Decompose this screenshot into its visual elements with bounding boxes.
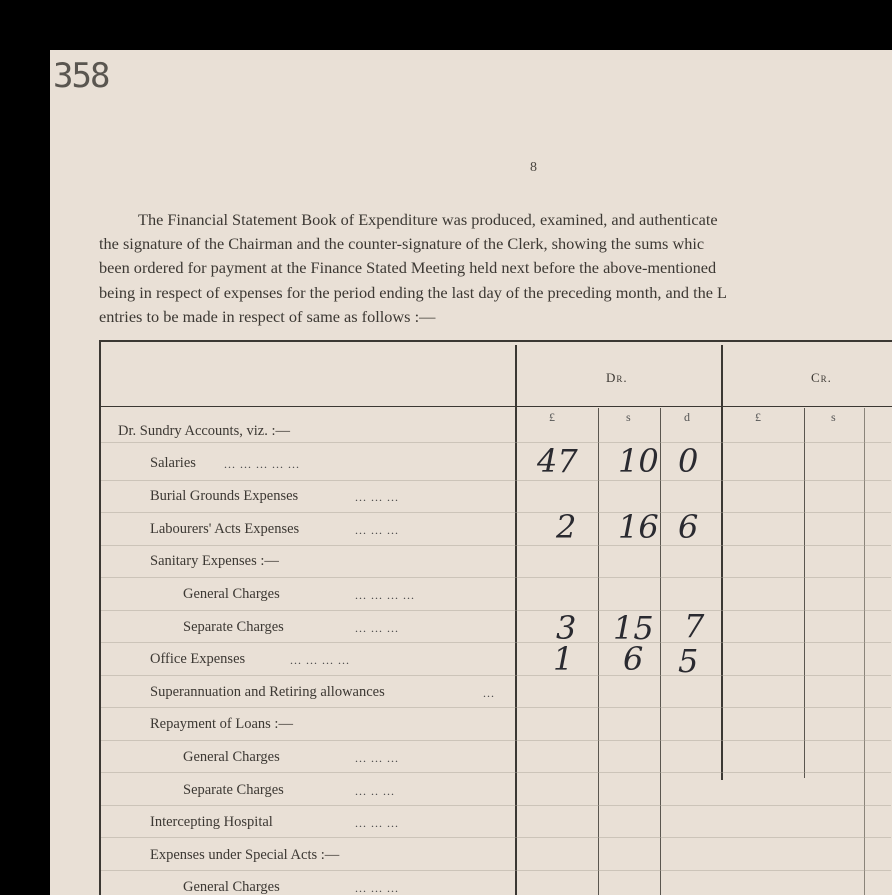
cr-pounds-unit: £ <box>755 410 761 424</box>
salaries-pence: 0 <box>678 442 699 480</box>
document-page <box>50 50 892 895</box>
ledger-line <box>101 545 891 546</box>
row-label: Expenses under Special Acts :— <box>150 847 340 863</box>
dr-header: Dr. <box>606 370 628 385</box>
row-label: Intercepting Hospital <box>150 814 273 830</box>
ledger-line <box>101 870 891 871</box>
page-number: 8 <box>530 160 537 175</box>
ledger-line <box>101 772 891 773</box>
paragraph-line: been ordered for payment at the Finance Stated Meeting held next before the above-mentioned <box>99 258 717 278</box>
leader-dots: ... ... ... ... ... <box>224 457 300 471</box>
row-label: Repayment of Loans :— <box>150 716 293 732</box>
row-label: General Charges <box>183 749 280 765</box>
ledger-line <box>101 442 891 443</box>
ledger-line <box>101 707 891 708</box>
leader-dots: ... ... ... <box>355 751 399 765</box>
ledger-line <box>101 577 891 578</box>
paragraph-line: the signature of the Chairman and the counter-signature of the Clerk, showing the sums whic <box>99 234 705 254</box>
row-label: Dr. Sundry Accounts, viz. :— <box>118 423 290 439</box>
row-label: Superannuation and Retiring allowances <box>150 684 385 700</box>
leader-dots: ... ... ... <box>355 816 399 830</box>
ledger-line <box>101 480 891 481</box>
leader-dots: ... ... ... ... <box>290 653 350 667</box>
pence-unit: d <box>684 410 690 424</box>
leader-dots: ... .. ... <box>355 784 395 798</box>
row-label: Office Expenses <box>150 651 246 667</box>
row-label: Separate Charges <box>183 782 284 798</box>
row-label: General Charges <box>183 879 280 895</box>
ledger-line <box>101 675 891 676</box>
leader-dots: ... ... ... ... <box>355 588 415 602</box>
row-label: Sanitary Expenses :— <box>150 553 279 569</box>
separate-charges-shillings: 15 <box>613 609 654 647</box>
row-label: Salaries <box>150 455 196 471</box>
separate-charges-pence: 7 <box>684 607 705 645</box>
header-bottom-rule <box>99 406 892 407</box>
intro-paragraph <box>99 208 892 329</box>
ledger-line <box>101 512 891 513</box>
paragraph-line: being in respect of expenses for the period ending the last day of the preceding month, and the L <box>99 282 727 302</box>
labourers-shillings: 16 <box>618 508 659 546</box>
paragraph-line: entries to be made in respect of same as follows :— <box>99 306 436 326</box>
ledger-line <box>101 740 891 741</box>
pence-column-rule <box>660 408 661 895</box>
row-label: Burial Grounds Expenses <box>150 488 299 504</box>
cr-left-rule <box>721 345 723 780</box>
cr-pence-column-rule <box>864 408 865 895</box>
table-top-rule <box>99 340 892 342</box>
leader-dots: ... ... ... <box>355 881 399 895</box>
separate-charges-pounds: 3 <box>556 609 577 647</box>
cr-shillings-column-rule <box>804 408 805 778</box>
ledger-line <box>101 805 891 806</box>
row-label: Separate Charges <box>183 619 284 635</box>
paragraph-line: The Financial Statement Book of Expenditure was produced, examined, and authenticate <box>138 210 718 229</box>
ledger-line <box>101 837 891 838</box>
cr-shillings-unit: s <box>831 410 836 424</box>
leader-dots: ... ... ... <box>355 523 399 537</box>
pounds-unit: £ <box>549 410 555 424</box>
leader-dots: ... ... ... <box>355 621 399 635</box>
office-expenses-pence: 5 <box>678 642 699 680</box>
ledger-line <box>101 610 891 611</box>
shillings-column-rule <box>598 408 599 895</box>
row-label: General Charges <box>183 586 280 602</box>
dr-left-rule <box>515 345 517 895</box>
leader-dots: ... ... ... <box>355 490 399 504</box>
office-expenses-pounds: 1 <box>553 640 574 678</box>
shillings-unit: s <box>626 410 631 424</box>
labourers-pounds: 2 <box>556 508 577 546</box>
cr-header: Cr. <box>811 370 832 385</box>
labourers-pence: 6 <box>678 508 699 546</box>
office-expenses-shillings: 6 <box>623 640 644 678</box>
page-stamp-number: 358 <box>53 56 109 96</box>
leader-dots: ... <box>483 686 495 700</box>
salaries-shillings: 10 <box>618 442 659 480</box>
row-label: Labourers' Acts Expenses <box>150 521 300 537</box>
salaries-pounds: 47 <box>537 442 578 480</box>
table-left-rule <box>99 340 101 895</box>
ledger-line <box>101 642 891 643</box>
